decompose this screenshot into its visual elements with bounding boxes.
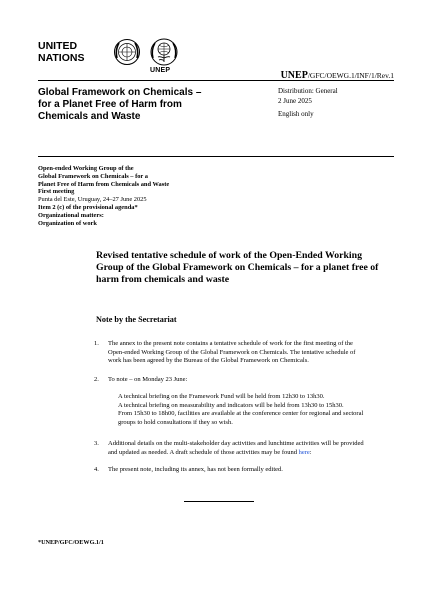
paragraph-1-line3: work has been agreed by the Bureau of the Global Framework on Chemicals. [108,357,309,365]
paragraph-1 [94,340,394,366]
org-name-line1: UNITED [38,40,78,52]
framework-title-line1: Global Framework on Chemicals – [38,87,202,98]
unep-logo-text: UNEP [150,67,171,74]
agenda-item: Item 2 (c) of the provisional agenda* [38,203,138,211]
paragraph-2 [94,376,394,385]
distribution-date: 2 June 2025 [278,96,312,105]
symbol-rest: /GFC/OEWG.1/INF/1/Rev.1 [307,71,394,80]
note-heading: Note by the Secretariat [96,315,177,324]
paragraph-4 [94,466,394,475]
org-name-line2: NATIONS [38,52,85,64]
un-emblem-icon [113,38,141,66]
symbol-prefix: UNEP [280,70,308,81]
paragraph-1-number: 1. [94,340,99,347]
header-rule [38,80,394,81]
framework-title [38,87,268,123]
paragraph-4-line1: The present note, including its annex, has not been formally edited. [108,466,283,473]
meeting-session: First meeting [38,188,75,196]
document-title [96,250,396,286]
document-title-line1: Revised tentative schedule of work of the Open-Ended Working [96,250,362,261]
meeting-place: Punta del Este, Uruguay, 24–27 June 2025 [38,196,147,204]
document-title-line3: harm from chemicals and waste [96,274,230,285]
agenda-work: Organization of work [38,219,97,227]
meeting-info [38,165,278,227]
paragraph-1-line2: Open-ended Working Group of the Global Framework on Chemicals. The tentative schedule of [108,348,356,356]
distribution-line: Distribution: General [278,87,338,95]
paragraph-3-line2: and updated as needed. A draft schedule of those activities may be found [108,448,297,456]
briefing-fund: A technical briefing on the Framework Fund will be held from 12h30 to 13h30. [118,393,325,400]
paragraph-3 [94,440,394,457]
paragraph-4-number: 4. [94,466,99,473]
end-rule [184,501,254,502]
section-rule [38,156,394,157]
agenda-matters: Organizational matters: [38,211,104,219]
framework-title-line2: for a Planet Free of Harm from [38,99,182,110]
document-title-line2: Group of the Global Framework on Chemicals – for a planet free of [96,262,379,273]
org-name [38,40,84,64]
paragraph-3-line1: Additional details on the multi-stakeholder day activities and lunchtime activities will be provided [108,440,364,447]
footnote: *UNEP/GFC/OEWG.1/1 [38,539,104,546]
framework-title-line3: Chemicals and Waste [38,111,141,122]
paragraph-3-end: : [309,448,312,456]
briefing-indicators: A technical briefing on measurability and indicators will be held from 13h30 to 15h30. [118,401,344,409]
draft-schedule-link[interactable]: here [298,448,310,456]
meeting-body-line2: Global Framework on Chemicals – for a [38,172,148,180]
language-note: English only [278,110,314,118]
paragraph-2-details [118,393,394,427]
paragraph-2-number: 2. [94,376,99,383]
meeting-body-line3: Planet Free of Harm from Chemicals and Waste [38,180,170,188]
meeting-body-line1: Open-ended Working Group of the [38,165,134,172]
unep-emblem-icon [149,37,179,67]
facilities-line1: From 15h30 to 18h00, facilities are available at the conference center for regional and sectoral [118,410,364,418]
paragraph-1-line1: The annex to the present note contains a tentative schedule of work for the first meeting of the [108,340,353,347]
paragraph-2-line1: To note – on Monday 23 June: [108,376,188,383]
distribution-block [278,87,338,120]
facilities-line2: groups to hold consultations if they so wish. [118,418,233,426]
paragraph-3-number: 3. [94,440,99,447]
